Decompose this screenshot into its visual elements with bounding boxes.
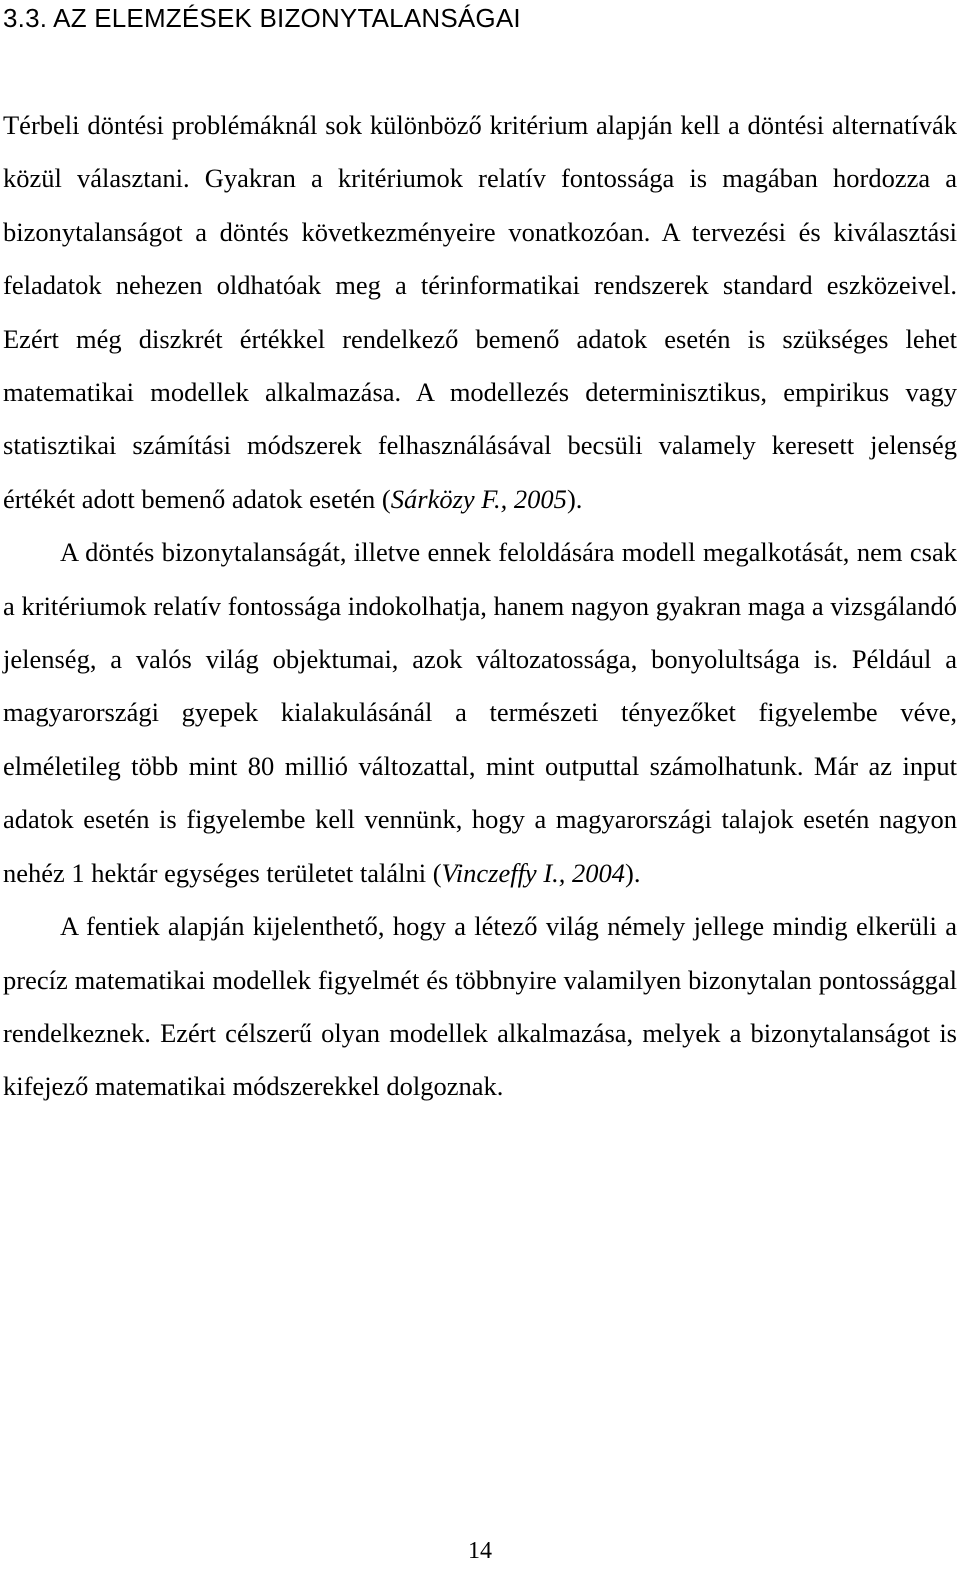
page-number: 14	[468, 1538, 492, 1564]
citation-vinczeffy: Vinczeffy I., 2004	[441, 857, 626, 888]
paragraph-2-closing: ).	[625, 857, 641, 888]
section-heading: 3.3. AZ ELEMZÉSEK BIZONYTALANSÁGAI	[3, 3, 521, 33]
paragraph-2	[3, 526, 957, 900]
citation-sarkozy: Sárközy F., 2005	[390, 483, 567, 514]
paragraph-1	[3, 99, 957, 526]
paragraph-1-closing: ).	[566, 483, 583, 514]
paragraph-3: A fentiek alapján kijelenthető, hogy a létező világ némely jellege mindig elkerüli a precíz matematikai modellek figyelmét és többnyire valamilyen bizonytalan pontossággal rendelkeznek. Ezért célszerű olyan modellek alkalmazása, melyek a bizonytalanságot is kifejező matematikai módszerekkel dolgoznak.	[3, 911, 957, 1102]
paragraph-2-text: A döntés bizonytalanságát, illetve ennek feloldására modell megalkotását, nem csak a kritériumok relatív fontossága indokolhatja, hanem nagyon gyakran maga a vizsgálandó jelenség, a valós világ objektumai, azok változatossága, bonyolultsága is. Például a magyarországi gyepek kialakulásánál a természeti tényezőket figyelembe véve, elméletileg több mint 80 millió változattal, mint outputtal számolhatunk. Már az input adatok esetén is figyelembe kell vennünk, hogy a magyarországi talajok esetén nagyon nehéz 1 hektár egységes területet találni (	[3, 537, 957, 888]
paragraph-1-text: Térbeli döntési problémáknál sok különböző kritérium alapján kell a döntési alternatívák közül választani. Gyakran a kritériumok relatív fontossága is magában hordozza a bizonytalanságot a döntés következményeire vonatkozóan. A tervezési és kiválasztási feladatok nehezen oldhatóak meg a térinformatikai rendszerek standard eszközeivel. Ezért még diszkrét értékkel rendelkező bemenő adatok esetén is szükséges lehet matematikai modellek alkalmazása. A modellezés determinisztikus, empirikus vagy statisztikai számítási módszerek felhasználásával becsüli valamely keresett jelenség értékét adott bemenő adatok esetén (	[3, 110, 957, 514]
body-text	[3, 99, 957, 1114]
